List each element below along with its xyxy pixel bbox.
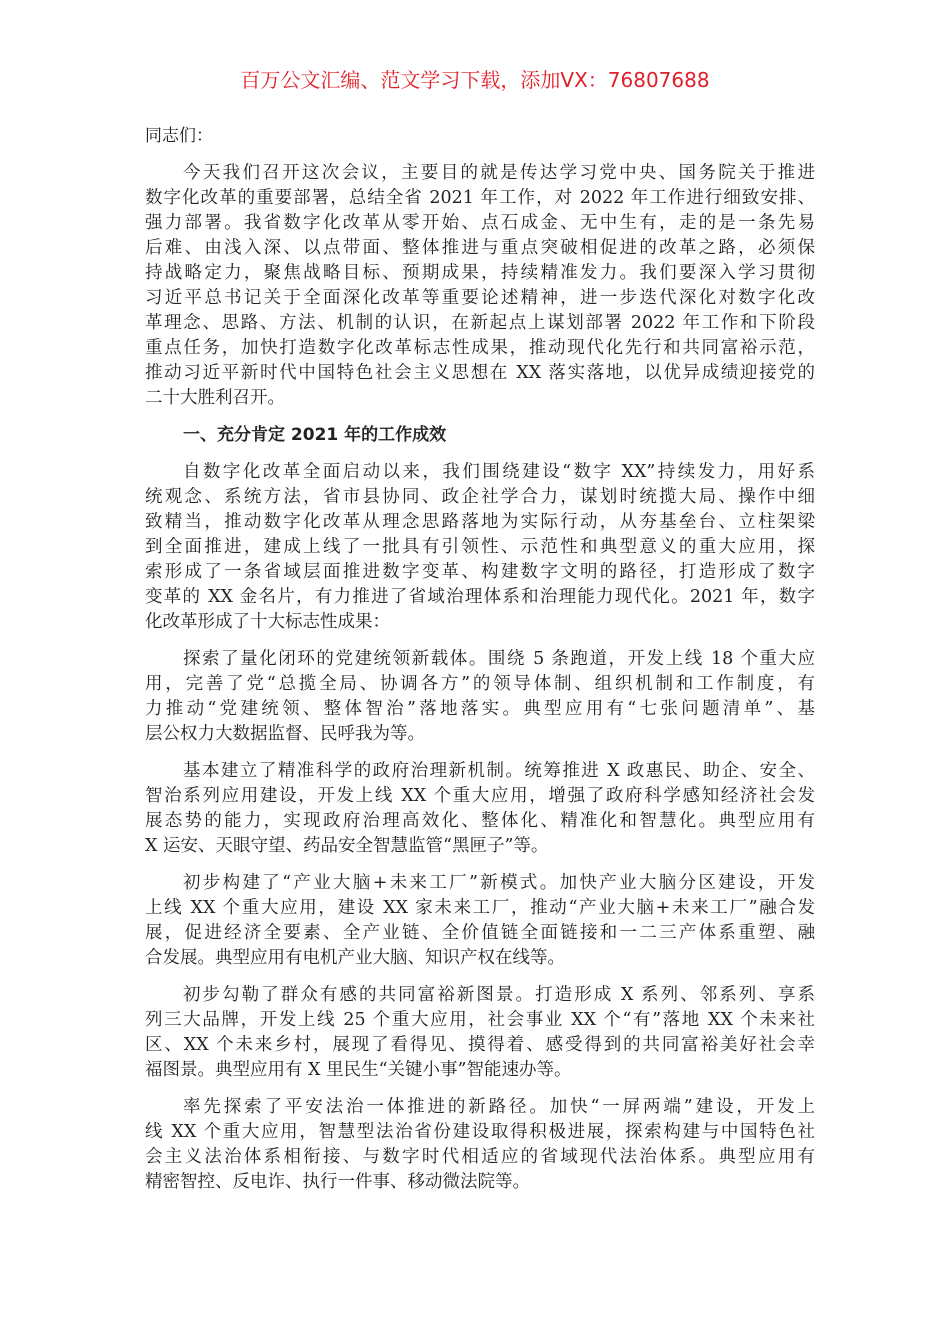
document-body (145, 124, 815, 1207)
text-line: 层公权力大数据监督、民呼我为等。 (145, 724, 425, 744)
text-line: 率先探索了平安法治一体推进的新路径。加快“一屏两端”建设，开发上 (183, 1097, 815, 1117)
text-line: X 运安、天眼守望、药品安全智慧监管“黑匣子”等。 (145, 836, 549, 856)
text-line: 初步勾勒了群众有感的共同富裕新图景。打造形成 X 系列、邻系列、享系 (183, 985, 815, 1005)
text-line: 用，完善了党“总揽全局、协调各方”的领导体制、组织机制和工作制度，有 (145, 674, 815, 694)
text-line: 福图景。典型应用有 X 里民生“关键小事”智能速办等。 (145, 1060, 572, 1080)
text-line: 致精当，推动数字化改革从理念思路落地为实际行动，从夯基垒台、立柱架梁 (145, 512, 815, 532)
text-line: 推动习近平新时代中国特色社会主义思想在 XX 落实落地，以优异成绩迎接党的 (145, 363, 815, 383)
paragraph (145, 983, 815, 1083)
paragraph-list (145, 161, 815, 1195)
text-line: 探索了量化闭环的党建统领新载体。围绕 5 条跑道，开发上线 18 个重大应 (183, 649, 815, 669)
paragraph (145, 460, 815, 635)
text-line: 精密智控、反电诈、执行一件事、移动微法院等。 (145, 1172, 530, 1192)
paragraph (145, 871, 815, 971)
text-line: 统观念、系统方法，省市县协同、政企社学合力，谋划时统揽大局、操作中细 (145, 487, 815, 507)
text-line: 索形成了一条省域层面推进数字变革、构建数字文明的路径，打造形成了数字 (145, 562, 815, 582)
text-line: 习近平总书记关于全面深化改革等重要论述精神，进一步迭代深化对数字化改 (145, 288, 815, 308)
text-line: 展，促进经济全要素、全产业链、全价值链全面链接和一二三产体系重塑、融 (145, 923, 815, 943)
text-line: 到全面推进，建成上线了一批具有引领性、示范性和典型意义的重大应用，探 (145, 537, 815, 557)
paragraph (145, 1095, 815, 1195)
text-line: 线 XX 个重大应用，智慧型法治省份建设取得积极进展，探索构建与中国特色社 (145, 1122, 815, 1142)
text-line: 会主义法治体系相衔接、与数字时代相适应的省域现代法治体系。典型应用有 (145, 1147, 815, 1167)
text-line: 区、XX 个未来乡村，展现了看得见、摸得着、感受得到的共同富裕美好社会幸 (145, 1035, 815, 1055)
text-line: 初步构建了“产业大脑+未来工厂”新模式。加快产业大脑分区建设，开发 (183, 873, 815, 893)
text-line: 变革的 XX 金名片，有力推进了省域治理体系和治理能力现代化。2021 年，数字 (145, 587, 815, 607)
text-line: 力推动“党建统领、整体智治”落地落实。典型应用有“七张问题清单”、基 (145, 699, 815, 719)
text-line: 列三大品牌，开发上线 25 个重大应用，社会事业 XX 个“有”落地 XX 个未来社 (145, 1010, 815, 1030)
text-line: 上线 XX 个重大应用，建设 XX 家未来工厂，推动“产业大脑+未来工厂”融合发 (145, 898, 815, 918)
text-line: 后难、由浅入深、以点带面、整体推进与重点突破相促进的改革之路，必须保 (145, 238, 815, 258)
text-line: 数字化改革的重要部署，总结全省 2021 年工作，对 2022 年工作进行细致安排、 (145, 188, 815, 208)
text-line: 强力部署。我省数字化改革从零开始、点石成金、无中生有，走的是一条先易 (145, 213, 815, 233)
text-line: 今天我们召开这次会议，主要目的就是传达学习党中央、国务院关于推进 (183, 163, 815, 183)
text-line: 自数字化改革全面启动以来，我们围绕建设“数字 XX”持续发力，用好系 (183, 462, 815, 482)
text-line: 二十大胜利召开。 (145, 388, 285, 408)
text-line: 基本建立了精准科学的政府治理新机制。统筹推进 X 政惠民、助企、安全、 (183, 761, 815, 781)
text-line: 持战略定力，聚焦战略目标、预期成果，持续精准发力。我们要深入学习贯彻 (145, 263, 815, 283)
salutation: 同志们： (145, 126, 213, 146)
text-line: 化改革形成了十大标志性成果： (145, 612, 390, 632)
text-line: 一、充分肯定 2021 年的工作成效 (183, 425, 447, 445)
section-heading (145, 423, 815, 448)
paragraph (145, 759, 815, 859)
text-line: 重点任务，加快打造数字化改革标志性成果，推动现代化先行和共同富裕示范， (145, 338, 815, 358)
text-line: 合发展。典型应用有电机产业大脑、知识产权在线等。 (145, 948, 565, 968)
paragraph (145, 647, 815, 747)
text-line: 展态势的能力，实现政府治理高效化、整体化、精准化和智慧化。典型应用有 (145, 811, 815, 831)
text-line: 智治系列应用建设，开发上线 XX 个重大应用，增强了政府科学感知经济社会发 (145, 786, 815, 806)
watermark-banner: 百万公文汇编、范文学习下载，添加VX：76807688 (240, 68, 710, 92)
text-line: 革理念、思路、方法、机制的认识，在新起点上谋划部署 2022 年工作和下阶段 (145, 313, 815, 333)
paragraph (145, 161, 815, 411)
